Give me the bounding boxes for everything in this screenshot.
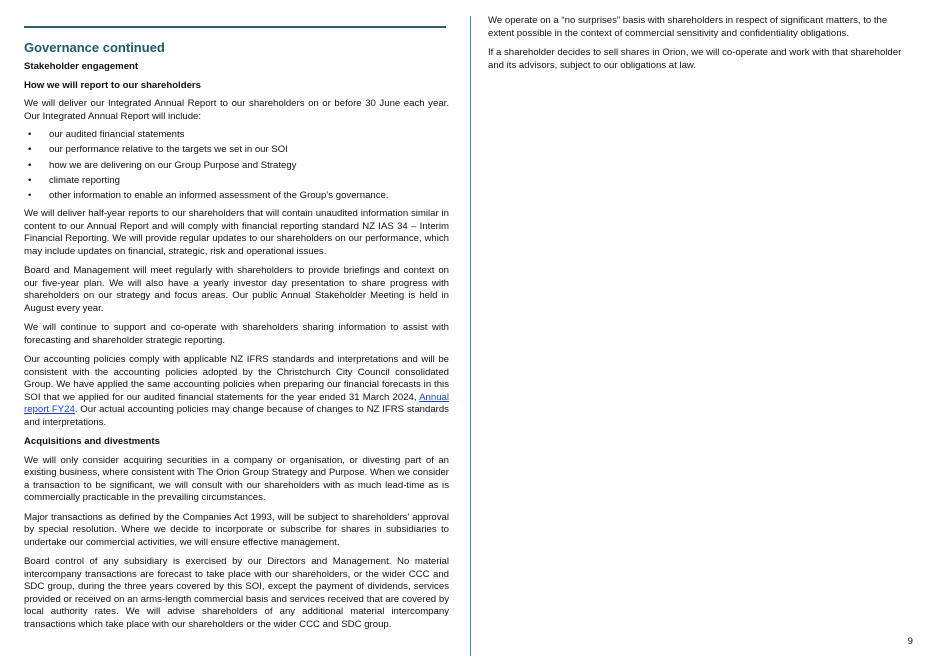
paragraph-major-transactions: Major transactions as defined by the Companies Act 1993, will be subject to shareholders’ approval by special resolution. Where we decide to incorporate or subscribe for shares in subsidiaries to undertake our commercial activities, we will ensure effective management.	[24, 511, 449, 548]
paragraph-share-sale: If a shareholder decides to sell shares in Orion, we will co-operate and work with that shareholder and its advisors, subject to our obligations at law.	[488, 47, 902, 71]
list-item: • climate reporting	[24, 173, 449, 188]
right-column	[488, 15, 916, 79]
column-divider	[470, 16, 471, 656]
paragraph-half-year: We will deliver half-year reports to our shareholders that will contain unaudited information similar in content to our Annual Report and will comply with financial reporting standard NZ IAS 34 – Interim Financial Reporting. We will provide regular updates to our shareholders on our performance, which may include updates on financial, strategic, risk and operational issues.	[24, 208, 449, 257]
accounting-text-end: . Our actual accounting policies may change because of changes to NZ IFRS standards and interpretations.	[24, 404, 449, 428]
paragraph-no-surprises: We operate on a “no surprises” basis with shareholders in respect of significant matters, to the extent possible in the context of commercial sensitivity and confidentiality obligations.	[488, 15, 888, 39]
list-item: • other information to enable an informed assessment of the Group’s governance.	[24, 188, 449, 203]
report-contents-list	[24, 127, 449, 203]
page-number: 9	[907, 636, 913, 647]
paragraph-board-control: Board control of any subsidiary is exercised by our Directors and Management. No material intercompany transactions are forecast to take place with our shareholders, or the wider CCC and SDC group, during the three years covered by this SOI, except the payment of dividends, services provided or received on an arms-length commercial basis and services received that are covered by local authority rates. We will advise shareholders of any additional material intercompany transactions which take place with our shareholders or the wider CCC and SDC group.	[24, 556, 449, 630]
accounting-text-start: Our accounting policies comply with applicable NZ IFRS standards and interpretations and will be consistent with the accounting policies adopted by the Christchurch City Council consolidated Group. We have applied the same accounting policies when preparing our financial forecasts in this SOI that we applied for our audited financial statements for the year ended 31 March 2024,	[24, 354, 449, 403]
paragraph-board-meetings: Board and Management will meet regularly with shareholders to provide briefings and context on our five-year plan. We will also have a yearly investor day presentation to share progress with shareholders on our strategy and focus areas. Our public Annual Stakeholder Meeting is held in August every year.	[24, 265, 449, 314]
list-item: • how we are delivering on our Group Purpose and Strategy	[24, 158, 449, 173]
header-rule	[24, 26, 446, 28]
list-item: • our audited financial statements	[24, 127, 449, 142]
section-title: Governance continued	[24, 40, 165, 55]
paragraph-accounting-policies	[24, 354, 449, 429]
paragraph-cooperation: We will continue to support and co-operate with shareholders sharing information to assist with forecasting and shareholder strategic reporting.	[24, 322, 449, 346]
paragraph-annual-report: We will deliver our Integrated Annual Report to our shareholders on or before 30 June each year. Our Integrated Annual Report will include:	[24, 98, 449, 122]
list-item: • our performance relative to the targets we set in our SOI	[24, 142, 449, 157]
acquisitions-heading: Acquisitions and divestments	[24, 436, 160, 448]
annual-report-link[interactable]: Annual report FY24	[24, 391, 449, 416]
stakeholder-heading: Stakeholder engagement	[24, 61, 139, 72]
left-column	[24, 40, 449, 638]
report-heading: How we will report to our shareholders	[24, 79, 201, 91]
paragraph-acquisitions: We will only consider acquiring securities in a company or organisation, or divesting part of an existing business, where consistent with The Orion Group Strategy and Purpose. When we consider a transaction to be significant, we will consult with our shareholders with as much lead-time as is commercially practicable in the prevailing circumstances.	[24, 454, 449, 504]
